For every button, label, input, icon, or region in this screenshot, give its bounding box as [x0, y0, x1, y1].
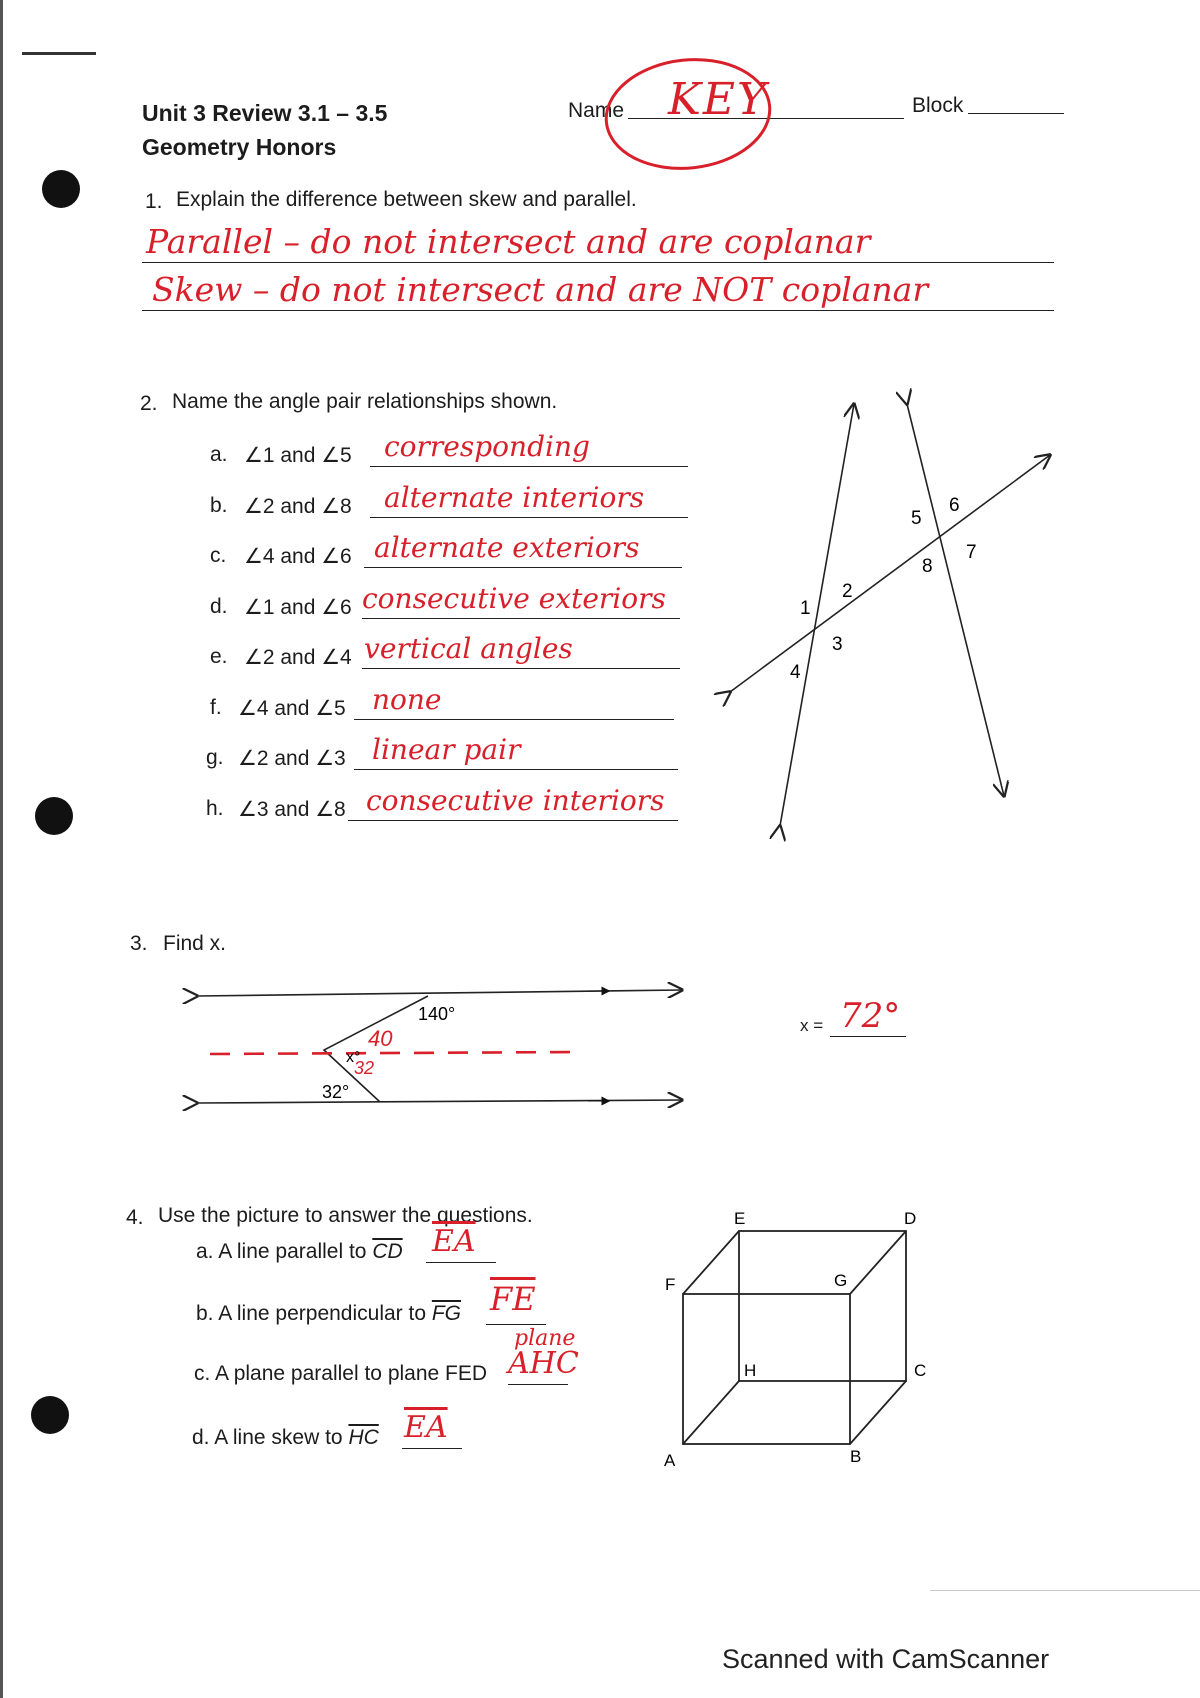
camscanner-watermark: Scanned with CamScanner: [722, 1644, 1050, 1674]
q4-cube-edge-ah: [683, 1381, 739, 1444]
q2-item-pair: ∠2 and ∠8: [244, 495, 352, 518]
q4-item-a: [196, 1240, 403, 1264]
worksheet-subtitle: Geometry Honors: [142, 134, 337, 160]
worksheet-title: Unit 3 Review 3.1 – 3.5: [142, 100, 388, 126]
q4-item-b: [196, 1302, 461, 1326]
q4-vertex-D: D: [904, 1209, 917, 1228]
q4-item-answer: $\overline{FE}$: [490, 1280, 536, 1318]
q4-item-text: A line skew to: [214, 1426, 343, 1449]
q2-item-pair: ∠2 and ∠3: [238, 747, 346, 770]
q3-angle-x: x°: [346, 1049, 361, 1066]
q2-right-line: [907, 404, 1004, 796]
q2-left-line: [780, 404, 854, 826]
q3-x-label: x =: [800, 1016, 824, 1035]
q2-angle-label-6: 6: [949, 495, 960, 516]
q4-answer-line: [508, 1384, 568, 1385]
q3-red-auxiliary-line: [210, 1052, 580, 1054]
q2-item-answer: vertical angles: [364, 632, 573, 665]
q4-answer-line: [486, 1324, 546, 1325]
q2-item-answer: linear pair: [372, 733, 521, 766]
q2-item-letter: d.: [210, 595, 228, 618]
q1-number: 1.: [145, 190, 163, 213]
q4-item-ref: $\overline{FG}$: [431, 1302, 462, 1325]
q2-item-letter: f.: [210, 696, 222, 719]
q3-angle-140: 140°: [418, 1004, 456, 1024]
q4-cube: [683, 1231, 906, 1444]
q4-item-answer: $\overline{EA}$: [404, 1410, 448, 1445]
q4-vertex-A: A: [664, 1451, 676, 1470]
q4-item-answer-note: plane: [514, 1326, 576, 1351]
q2-item-pair: ∠1 and ∠5: [244, 444, 352, 467]
q4-item-text: A line perpendicular to: [218, 1302, 427, 1325]
block-label: Block: [912, 94, 964, 117]
q3-hand-40: 40: [368, 1026, 393, 1051]
q2-item-answer: alternate exteriors: [374, 531, 640, 564]
q3-number: 3.: [130, 932, 148, 955]
q2-angle-label-7: 7: [966, 542, 977, 563]
q4-item-letter: b.: [196, 1302, 214, 1325]
q4-cube-back-face: [739, 1231, 906, 1381]
q2-number: 2.: [140, 392, 158, 415]
q2-item-pair: ∠4 and ∠6: [244, 545, 352, 568]
q1-prompt: Explain the difference between skew and parallel.: [176, 188, 637, 211]
q2-item-pair: ∠2 and ∠4: [244, 646, 352, 669]
q2-item-answer: none: [372, 683, 442, 716]
q4-item-letter: c.: [194, 1362, 211, 1385]
q4-vertex-C: C: [914, 1361, 927, 1380]
q3-x-answer: 72°: [840, 996, 901, 1036]
q4-prompt: Use the picture to answer the questions.: [158, 1204, 533, 1227]
q2-item-answer: consecutive interiors: [366, 784, 665, 817]
q2-item-pair: ∠4 and ∠5: [238, 697, 346, 720]
q2-angle-label-1: 1: [800, 598, 811, 619]
q3-hand-32: 32: [354, 1058, 375, 1078]
q2-item-answer: consecutive exteriors: [362, 582, 666, 615]
q2-angle-label-2: 2: [842, 581, 853, 602]
q2-item-pair: ∠3 and ∠8: [238, 798, 346, 821]
q4-cube-edge-gd: [850, 1231, 906, 1294]
q2-item-answer: corresponding: [384, 430, 590, 463]
name-answer: KEY: [668, 74, 769, 125]
q3-x-underline: [830, 1036, 906, 1037]
q4-vertex-B: B: [850, 1447, 862, 1466]
q3-top-line: [197, 990, 682, 996]
q4-item-c: [194, 1362, 487, 1386]
q3-angle-32: 32°: [322, 1082, 350, 1102]
q4-cube-edge-fe: [683, 1231, 739, 1294]
q4-vertex-G: G: [834, 1271, 848, 1290]
q2-transversal: [730, 455, 1050, 692]
q4-item-letter: d.: [192, 1426, 210, 1449]
q2-item-pair: ∠1 and ∠6: [244, 596, 352, 619]
q4-item-d: [192, 1426, 379, 1450]
q2-item-letter: a.: [210, 443, 228, 466]
q4-vertex-F: F: [665, 1275, 676, 1294]
q2-angle-label-8: 8: [922, 556, 933, 577]
q4-answer-line: [426, 1262, 496, 1263]
q2-item-letter: h.: [206, 797, 224, 820]
q4-item-text: A plane parallel to plane FED: [215, 1362, 488, 1385]
q4-vertex-E: E: [734, 1209, 746, 1228]
q2-angle-label-3: 3: [832, 634, 843, 655]
q4-item-text: A line parallel to: [218, 1240, 367, 1263]
q2-angle-label-5: 5: [911, 508, 922, 529]
bottom-scan-line: [930, 1590, 1200, 1591]
q2-prompt: Name the angle pair relationships shown.: [172, 390, 558, 413]
q3-prompt: Find x.: [163, 932, 227, 955]
q4-number: 4.: [126, 1206, 144, 1229]
q4-answer-line: [402, 1448, 462, 1449]
q4-item-letter: a.: [196, 1240, 214, 1263]
q1-answer-skew: Skew – do not intersect and are NOT coplanar: [152, 270, 929, 309]
q2-item-answer: alternate interiors: [384, 481, 645, 514]
q1-answer-parallel: Parallel – do not intersect and are coplanar: [146, 222, 871, 261]
q4-vertex-H: H: [744, 1361, 757, 1380]
q4-cube-front-face: [683, 1294, 850, 1444]
q3-bottom-line: [197, 1100, 682, 1103]
q4-item-answer: $\overline{EA}$: [432, 1224, 476, 1259]
q2-item-letter: g.: [206, 746, 224, 769]
q4-item-answer: AHC: [508, 1346, 579, 1381]
q4-item-ref: $\overline{CD}$: [372, 1240, 403, 1263]
name-label: Name: [568, 99, 625, 122]
q2-item-letter: e.: [210, 645, 228, 668]
q4-item-ref: $\overline{HC}$: [348, 1426, 379, 1449]
q4-cube-edge-bc: [850, 1381, 906, 1444]
q2-item-letter: b.: [210, 494, 228, 517]
q2-item-letter: c.: [210, 544, 227, 567]
q2-angle-label-4: 4: [790, 662, 801, 683]
